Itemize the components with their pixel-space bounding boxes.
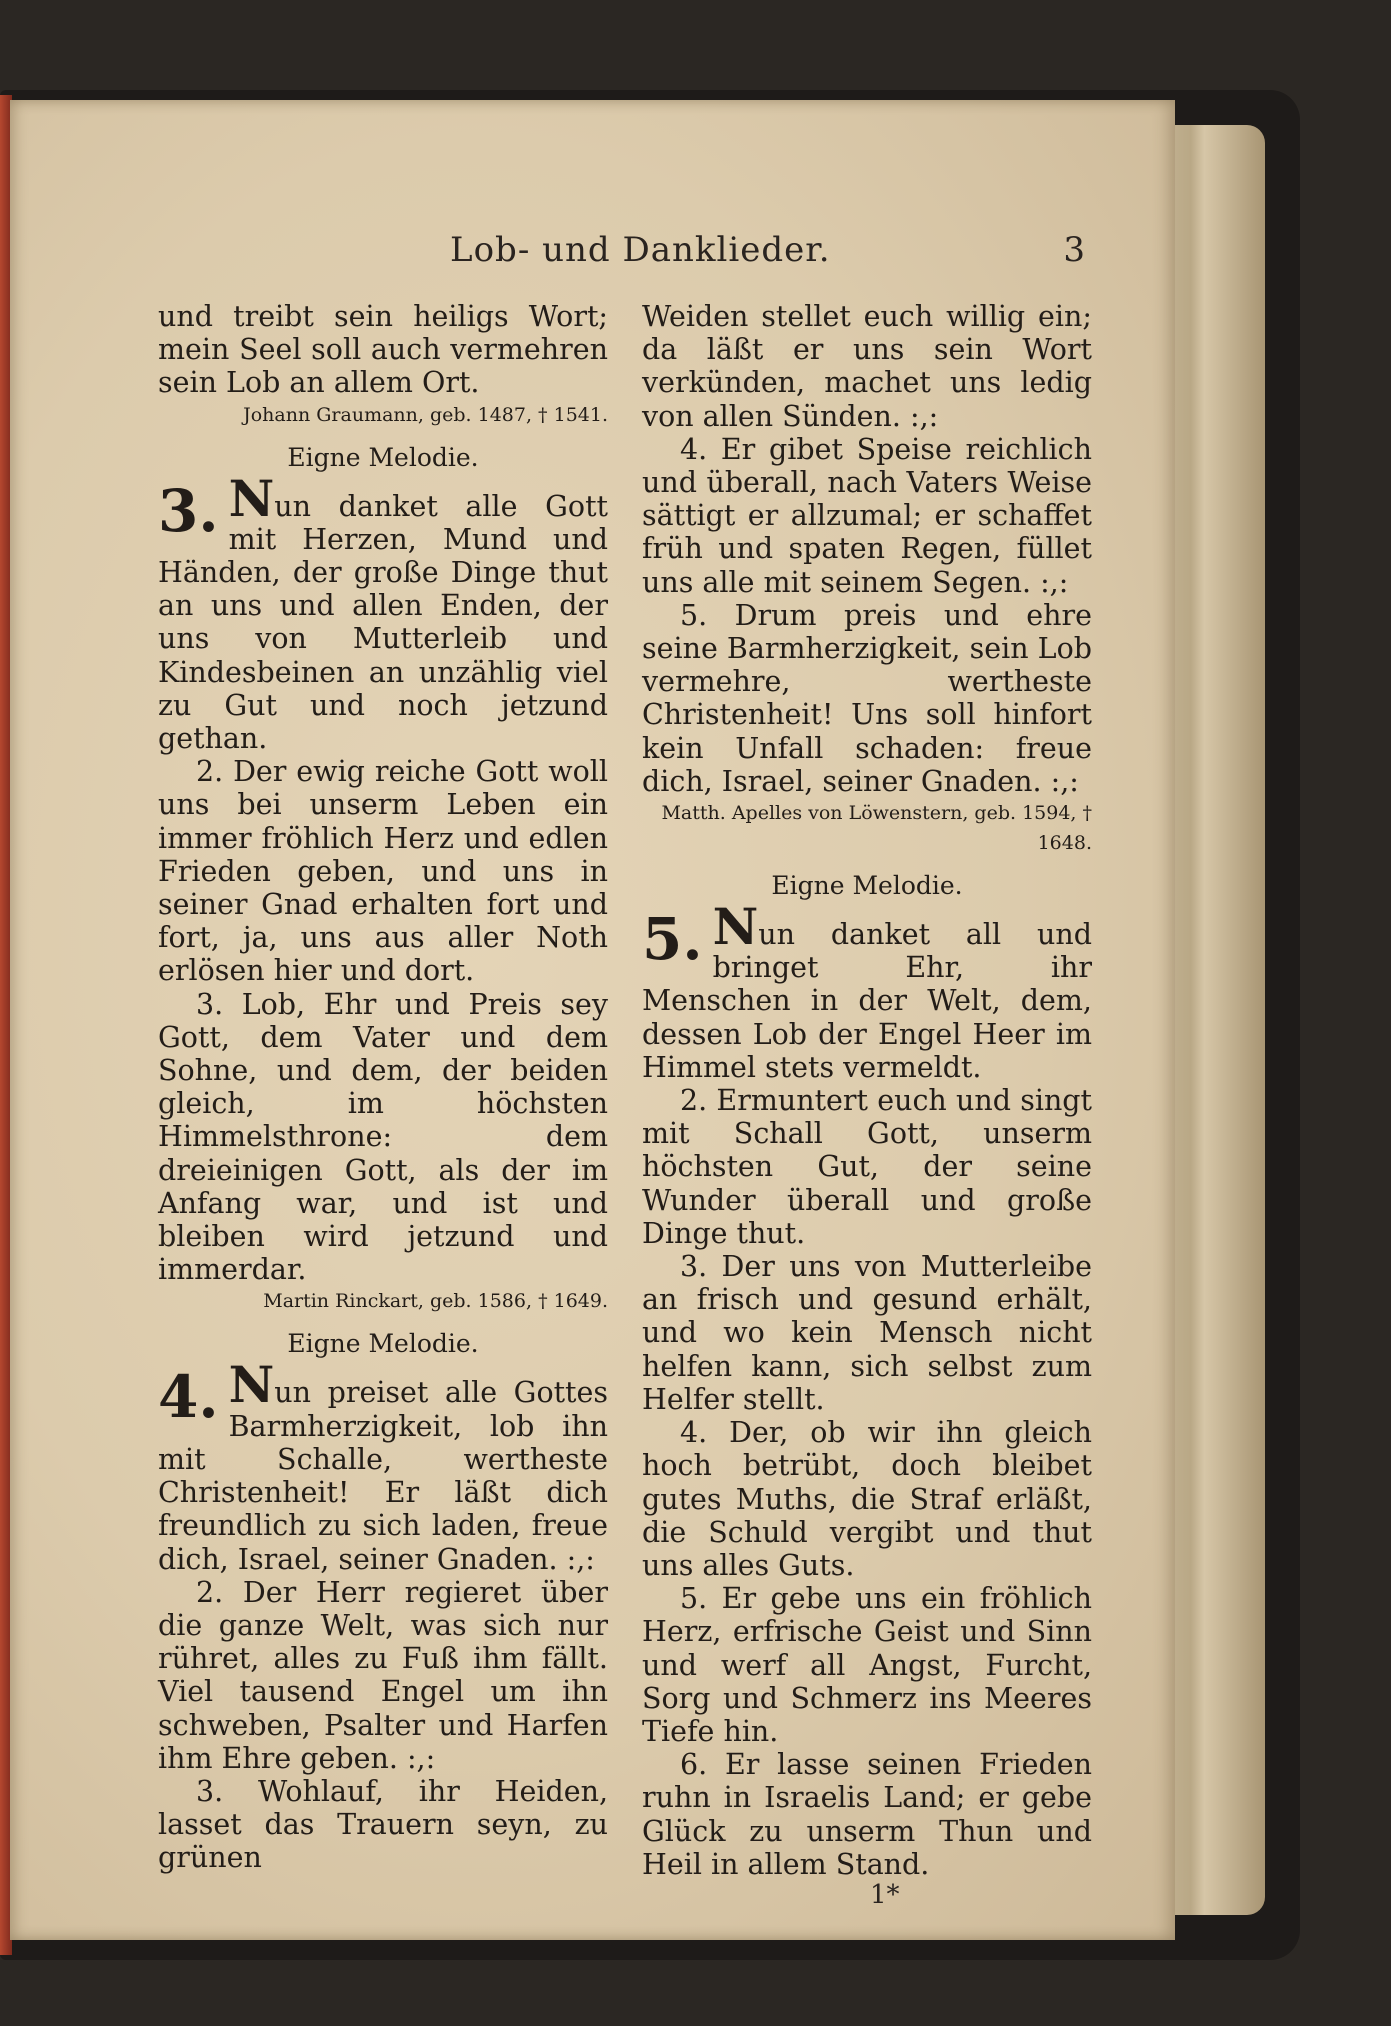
hymn-3-verse-2: 2. Der ewig reiche Gott woll uns bei unserm Leben ein immer fröhlich Herz und edlen Frieden geben, und uns in seiner Gnad erhalten fort und fort, ja, uns aus aller Noth erlösen hier und dort. xyxy=(158,755,608,988)
page-number: 3 xyxy=(1063,230,1085,270)
running-header xyxy=(150,230,1085,300)
drop-cap: N xyxy=(228,1355,275,1415)
hymn-4-verse-2: 2. Der Herr regieret über die ganze Welt, was sich nur rühret, alles zu Fuß ihm fällt. Viel tausend Engel um ihn schweben, Psalter und Harfen ihm Ehre geben. :,: xyxy=(158,1575,608,1775)
verse-text: un danket all und bringet Ehr, ihr Menschen in der Welt, dem, dessen Lob der Engel Heer im Himmel stets vermeldt. xyxy=(642,918,1092,1084)
melody-line: Eigne Melodie. xyxy=(287,1329,479,1359)
verse-text: un danket alle Gott mit Herzen, Mund und Händen, der große Dinge thut an uns und allen Enden, der uns von Mutterleib und Kindesbeinen an unzählig viel zu Gut und noch jetzund gethan. xyxy=(158,489,608,756)
author-line: Martin Rinckart, geb. 1586, † 1649. xyxy=(263,1290,608,1313)
hymn-4-verse-3: 3. Wohlauf, ihr Heiden, lasset das Trauern seyn, zu grünen xyxy=(158,1774,608,1875)
hymn-5-verse-4: 4. Der, ob wir ihn gleich hoch betrübt, doch bleibet gutes Muths, die Straf erläßt, die Schuld vergibt und thut uns alles Guts. xyxy=(642,1416,1092,1582)
author-line: Johann Graumann, geb. 1487, † 1541. xyxy=(243,403,608,426)
drop-cap: N xyxy=(228,468,275,528)
hymn-5-verse-2: 2. Ermuntert euch und singt mit Schall Gott, unserm höchsten Gut, der seine Wunder überall und große Dinge thut. xyxy=(642,1084,1092,1250)
hymn-number: 4. xyxy=(158,1363,219,1432)
hymn-4-verse-1 xyxy=(158,1355,608,1576)
hymn-number: 5. xyxy=(642,905,703,974)
drop-cap: N xyxy=(712,897,759,957)
signature-mark: 1* xyxy=(870,1880,900,1910)
hymn-5-verse-3: 3. Der uns von Mutterleibe an frisch und gesund erhält, und wo kein Mensch nicht helfen kann, sich selbst zum Helfer stellt. xyxy=(642,1250,1092,1416)
verse-continuation: und treibt sein heiligs Wort; mein Seel soll auch vermehren sein Lob an allem Ort. xyxy=(158,300,608,400)
book-page xyxy=(10,100,1175,1940)
hymn-5-verse-1 xyxy=(642,897,1092,1084)
melody-line: Eigne Melodie. xyxy=(771,871,963,901)
verse-continuation: Weiden stellet euch willig ein; da läßt er uns sein Wort verkünden, machet uns ledig von allen Sünden. :,: xyxy=(642,300,1092,433)
running-title: Lob- und Danklieder. xyxy=(450,230,831,270)
hymn-5-verse-5: 5. Er gebe uns ein fröhlich Herz, erfrische Geist und Sinn und werf all Angst, Furcht, Sorg und Schmerz ins Meeres Tiefe hin. xyxy=(642,1582,1092,1748)
hymn-4-verse-5: 5. Drum preis und ehre seine Barmherzigkeit, sein Lob vermehre, wertheste Christenheit! Uns soll hinfort kein Unfall schaden: freue dich, Israel, seiner Gnaden. :,: xyxy=(642,598,1092,798)
right-column xyxy=(642,300,1092,1881)
left-column xyxy=(158,300,608,1875)
melody-line: Eigne Melodie. xyxy=(287,442,479,472)
hymn-3-verse-3: 3. Lob, Ehr und Preis sey Gott, dem Vater und dem Sohne, und dem, der beiden gleich, im höchsten Himmelsthrone: dem dreieinigen Gott, als der im Anfang war, und ist und bleiben wird jetzund und immerdar. xyxy=(158,987,608,1287)
hymn-3-verse-1 xyxy=(158,468,608,756)
author-line: Matth. Apelles von Löwenstern, geb. 1594, † 1648. xyxy=(661,802,1092,855)
hymn-5-verse-6: 6. Er lasse seinen Frieden ruhn in Israelis Land; er gebe Glück zu unserm Thun und Heil in allem Stand. xyxy=(642,1748,1092,1881)
verse-text: un preiset alle Gottes Barmherzigkeit, lob ihn mit Schalle, wertheste Christenheit! Er läßt dich freundlich zu sich laden, freue dich, Israel, seiner Gnaden. :,: xyxy=(158,1376,608,1576)
hymn-4-verse-4: 4. Er gibet Speise reichlich und überall, nach Vaters Weise sättigt er allzumal; er schaffet früh und spaten Regen, füllet uns alle mit seinem Segen. :,: xyxy=(642,432,1092,599)
hymn-number: 3. xyxy=(158,476,219,545)
